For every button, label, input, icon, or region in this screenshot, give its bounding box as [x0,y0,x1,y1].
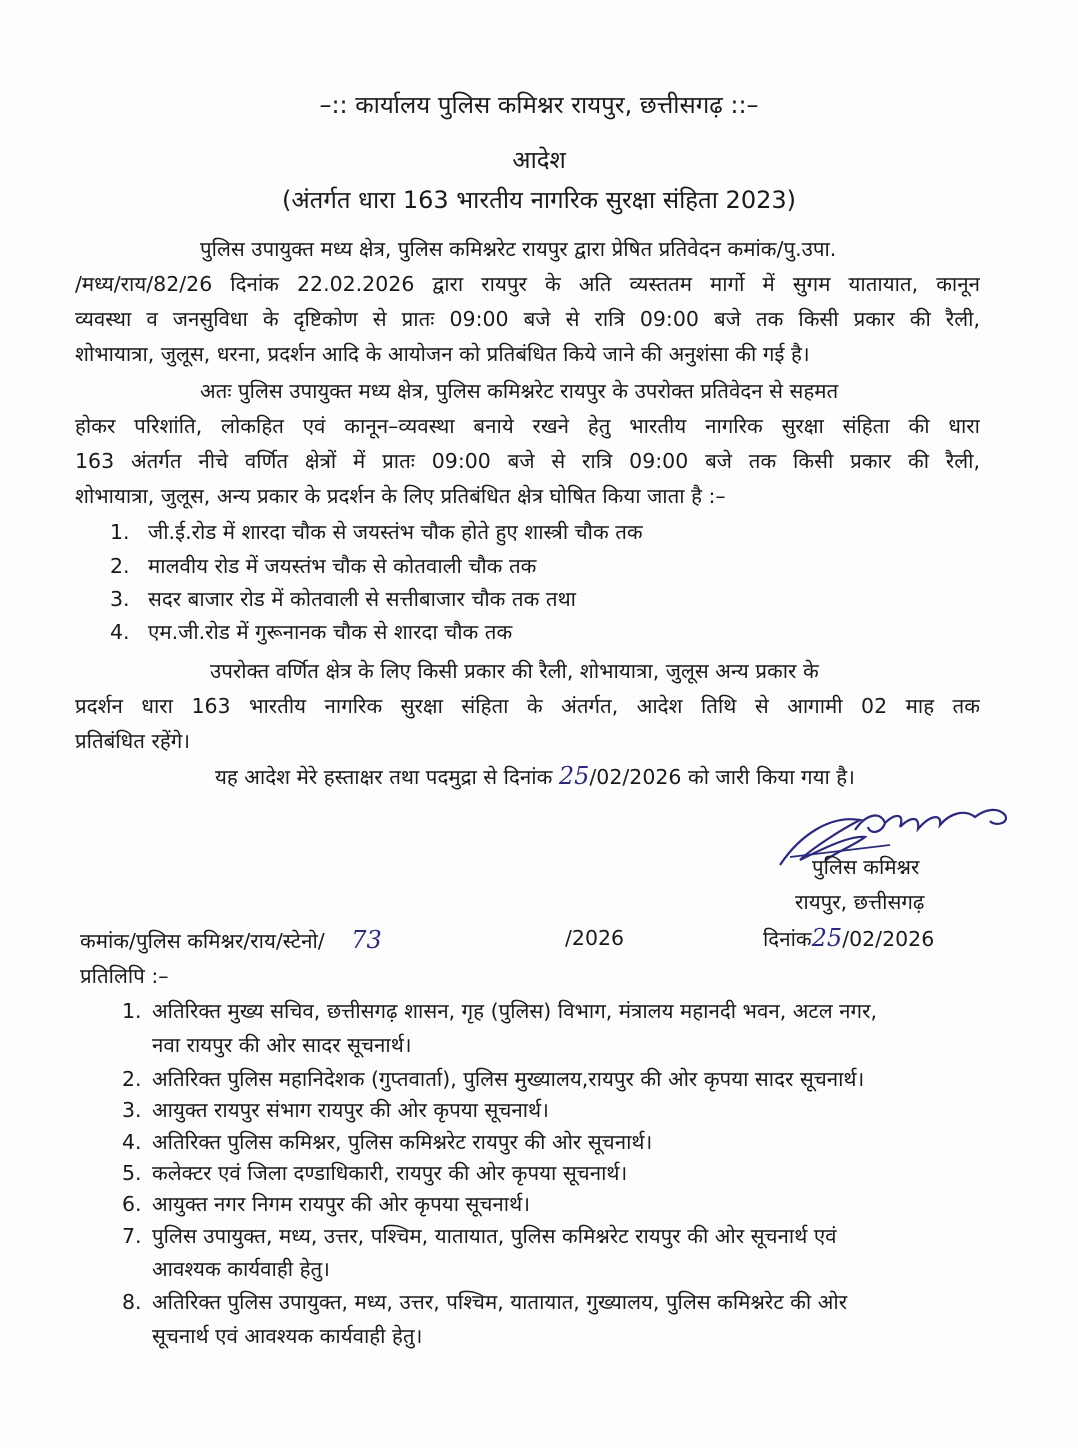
copy-item [122,1065,864,1093]
copy-item-text: पुलिस उपायुक्त, मध्य, उत्तर, पश्चिम, यातायात, पुलिस कमिश्नरेट रायपुर की ओर सूचनार्थ एवं [152,1224,837,1248]
copy-item-number: 3. [122,1098,142,1122]
copy-item [122,1190,530,1218]
copy-item [122,1128,652,1156]
para3-line: प्रदर्शन धारा 163 भारतीय नागरिक सुरक्षा संहिता के अंतर्गत, आदेश तिथि से आगामी 02 माह तक [75,694,980,718]
copy-item-text: अतिरिक्त मुख्य सचिव, छत्तीसगढ़ शासन, गृह (पुलिस) विभाग, मंत्रालय महानदी भवन, अटल नगर, [152,999,877,1023]
para3-line: प्रतिबंधित रहेंगे। [75,729,191,753]
copy-item-number: 4. [122,1130,142,1154]
handwritten-date-day: 25 [811,924,843,952]
copy-item-text: अतिरिक्त पुलिस कमिश्नर, पुलिस कमिश्नरेट रायपुर की ओर सूचनार्थ। [152,1130,653,1154]
reference-number [80,926,382,955]
list-item-number: 4. [110,620,130,644]
copy-item-text: कलेक्टर एवं जिला दण्डाधिकारी, रायपुर की ओर कृपया सूचनार्थ। [152,1161,628,1185]
list-item [110,618,512,646]
order-subtitle: (अंतर्गत धारा 163 भारतीय नागरिक सुरक्षा संहिता 2023) [281,186,796,214]
list-item-text: मालवीय रोड में जयस्तंभ चौक से कोतवाली चौक तक [148,554,537,578]
reference-prefix: कमांक/पुलिस कमिश्नर/राय/स्टेनो/ [80,929,325,953]
copy-item-text: अतिरिक्त पुलिस महानिदेशक (गुप्तवार्ता), पुलिस मुख्यालय,रायपुर की ओर कृपया सादर सूचनार्थ। [152,1067,865,1091]
para1-line: व्यवस्था व जनसुविधा के दृष्टिकोण से प्रातः 09:00 बजे से रात्रि 09:00 बजे तक किसी प्रकार की रैली, [75,307,980,331]
handwritten-reference-number: 73 [351,926,382,954]
para2-line: शोभायात्रा, जुलूस, अन्य प्रकार के प्रदर्शन के लिए प्रतिबंधित क्षेत्र घोषित किया जाता है :– [75,484,726,508]
reference-date [763,924,934,953]
copy-item-continuation: नवा रायपुर की ओर सादर सूचनार्थ। [152,1033,412,1057]
list-item [110,518,643,546]
copy-item-continuation: सूचनार्थ एवं आवश्यक कार्यवाही हेतु। [152,1324,423,1348]
copy-item-number: 2. [122,1067,142,1091]
copy-item-continuation: आवश्यक कार्यवाही हेतु। [152,1257,330,1281]
para1-line: शोभायात्रा, जुलूस, धरना, प्रदर्शन आदि के आयोजन को प्रतिबंधित किये जाने की अनुशंसा की गई है। [75,342,810,366]
copy-item-text: आयुक्त नगर निगम रायपुर की ओर कृपया सूचनार्थ। [152,1192,530,1216]
para1-line: /मध्य/राय/82/26 दिनांक 22.02.2026 द्वारा रायपुर के अति व्यस्ततम मार्गो में सुगम यातायात, कानून [75,272,980,296]
order-title: आदेश [512,146,566,174]
copy-item-number: 7. [122,1224,142,1248]
copy-item-number: 6. [122,1192,142,1216]
issue-text: यह आदेश मेरे हस्ताक्षर तथा पदमुद्रा से दिनांक [215,765,559,789]
copy-item-number: 5. [122,1161,142,1185]
list-item-number: 1. [110,520,130,544]
para1-line: पुलिस उपायुक्त मध्य क्षेत्र, पुलिस कमिश्नरेट रायपुर द्वारा प्रेषित प्रतिवेदन कमांक/पु.उपा. [200,237,837,261]
list-item [110,552,536,580]
date-rest: /02/2026 [842,927,935,951]
issue-statement [215,762,855,791]
handwritten-day: 25 [558,762,590,790]
copy-item [122,1288,847,1316]
copy-item-number: 8. [122,1290,142,1314]
copy-item-text: अतिरिक्त पुलिस उपायुक्त, मध्य, उत्तर, पश्चिम, यातायात, गुख्यालय, पुलिस कमिश्नरेट की ओर [152,1290,848,1314]
copy-item [122,997,877,1025]
list-item-text: जी.ई.रोड में शारदा चौक से जयस्तंभ चौक होते हुए शास्त्री चौक तक [148,520,643,544]
para2-line: होकर परिशांति, लोकहित एवं कानून–व्यवस्था बनाये रखने हेतु भारतीय नागरिक सुरक्षा संहिता की धारा [75,414,980,438]
list-item-number: 2. [110,554,130,578]
office-heading: –:: कार्यालय पुलिस कमिश्नर रायपुर, छत्तीसगढ़ ::– [319,91,759,119]
list-item-text: सदर बाजार रोड में कोतवाली से सत्तीबाजार चौक तक तथा [148,587,576,611]
reference-year: /2026 [565,926,625,950]
signatory-place: रायपुर, छत्तीसगढ़ [795,890,925,914]
para2-line: अतः पुलिस उपायुक्त मध्य क्षेत्र, पुलिस कमिश्नरेट रायपुर के उपरोक्त प्रतिवेदन से सहमत [200,379,839,403]
copy-item [122,1222,837,1250]
issue-text: /02/2026 को जारी किया गया है। [589,765,855,789]
copy-label: प्रतिलिपि :– [80,964,169,988]
list-item-number: 3. [110,587,130,611]
list-item [110,585,576,613]
list-item-text: एम.जी.रोड में गुरूनानक चौक से शारदा चौक तक [148,620,513,644]
copy-item-text: आयुक्त रायपुर संभाग रायपुर की ओर कृपया सूचनार्थ। [152,1098,549,1122]
date-label: दिनांक [763,927,812,951]
signatory-designation: पुलिस कमिश्नर [812,855,920,879]
copy-item-number: 1. [122,999,142,1023]
copy-item [122,1159,627,1187]
para3-line: उपरोक्त वर्णित क्षेत्र के लिए किसी प्रकार की रैली, शोभायात्रा, जुलूस अन्य प्रकार के [210,659,819,683]
copy-item [122,1096,549,1124]
para2-line: 163 अंतर्गत नीचे वर्णित क्षेत्रों में प्रातः 09:00 बजे से रात्रि 09:00 बजे तक किसी प्रकार की रैली, [75,449,980,473]
